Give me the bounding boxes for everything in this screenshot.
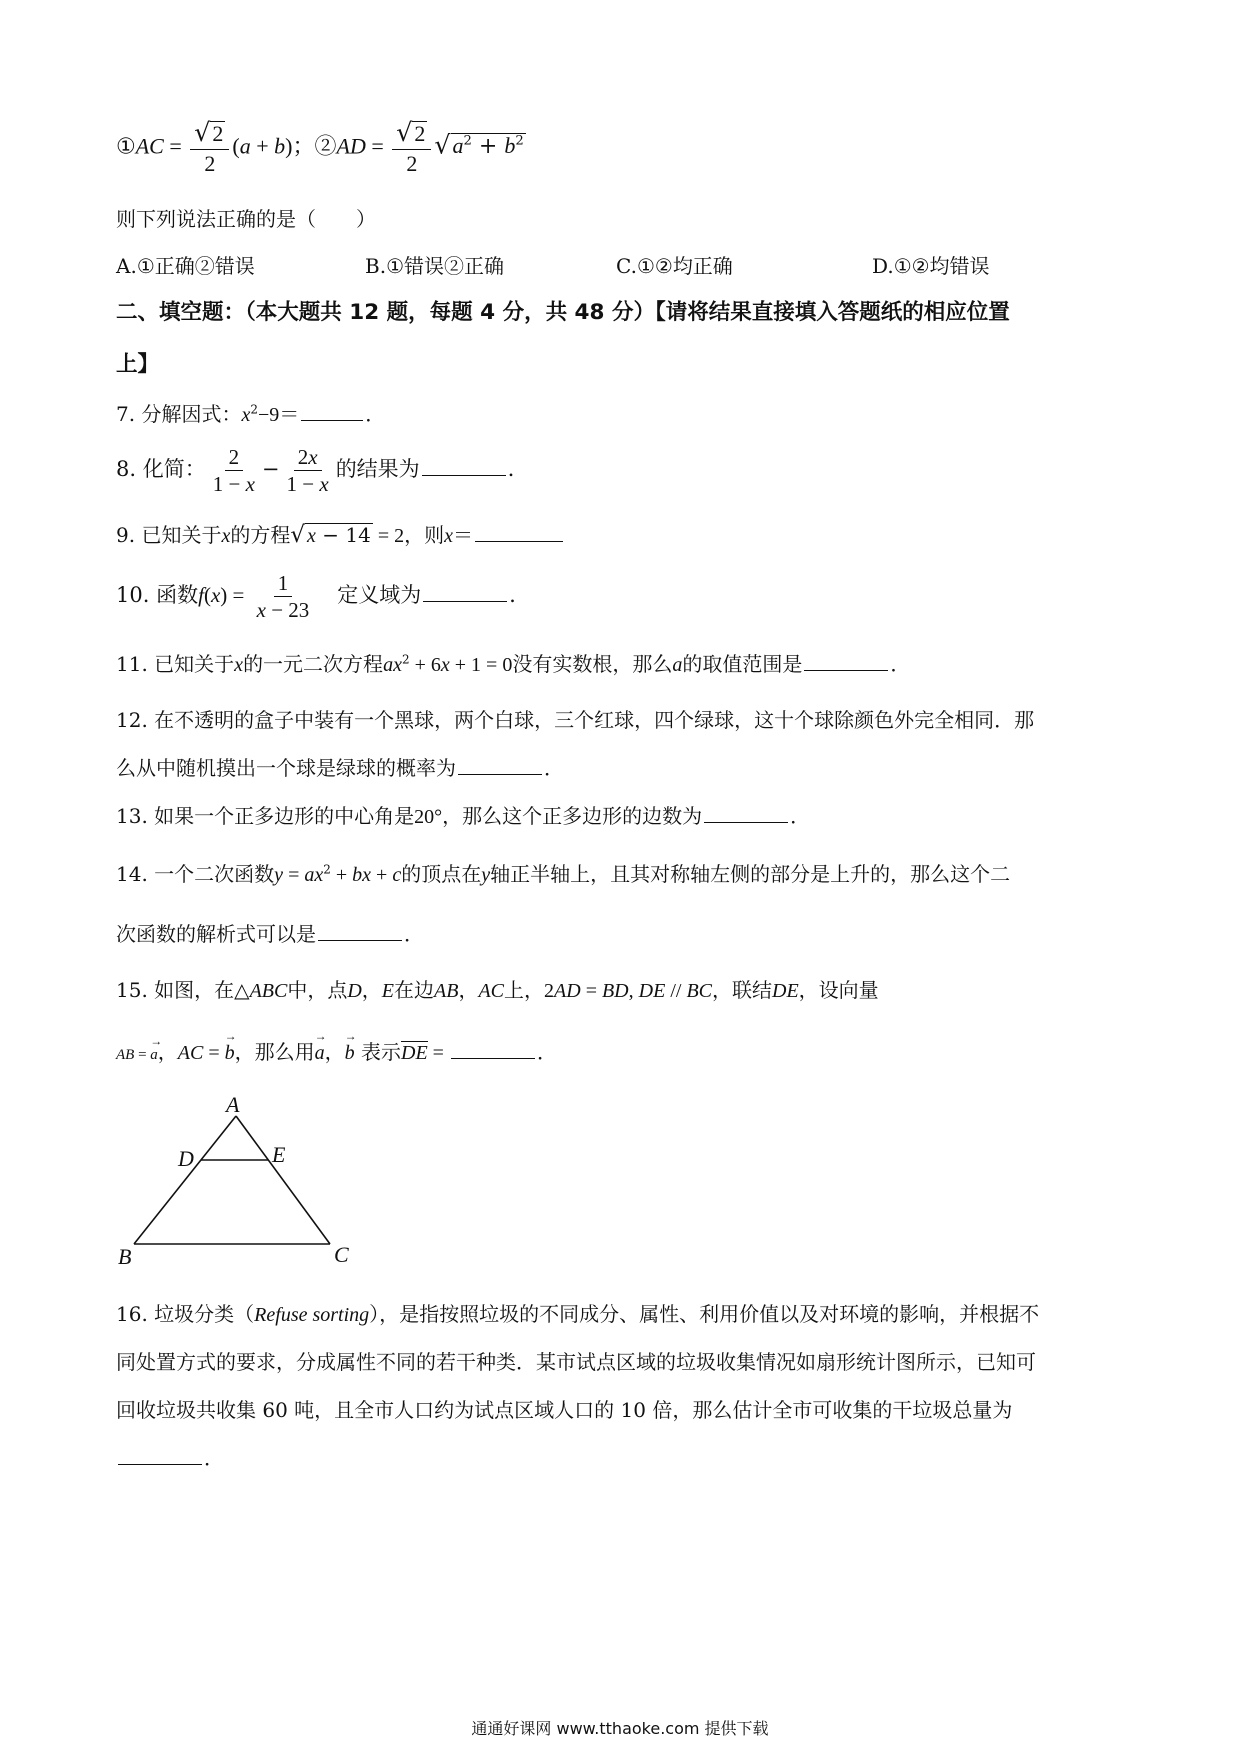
question-9: 9. 已知关于x的方程√ x − 14 = 2，则x＝ [116, 522, 565, 550]
question-16: 16. 垃圾分类（Refuse sorting），是指按照垃圾的不同成分、属性、利用价值以及对环境的影响，并根据不 [116, 1302, 1040, 1326]
label-e: E [272, 1142, 286, 1167]
question-14-cont: 次函数的解析式可以是 ． [116, 922, 424, 946]
question-16-line4: ． [116, 1446, 224, 1470]
question-10: 10. 函数f(x) = $\frac{1}{x - 23}$ 定义域为 ． [116, 571, 531, 623]
question-8: 8. 化简： $\frac{2}{1 - x}$ − $\frac{2x}{1 - x}$ 的结果为 ． [116, 445, 529, 497]
question-16-line2: 同处置方式的要求，分成属性不同的若干种类．某市试点区域的垃圾收集情况如扇形统计图所示，已知可 [116, 1350, 1036, 1374]
question-12-cont: 么从中随机摸出一个球是绿球的概率为 ． [116, 756, 564, 780]
label-b: B [118, 1244, 132, 1269]
question-15: 15. 如图，在△ABC中，点D，E在边AB，AC上，2AD = BD, DE // BC，联结DE，设向量 [116, 978, 879, 1002]
q6-options [116, 254, 1116, 280]
label-a: A [226, 1092, 240, 1117]
question-11: 11. 已知关于x的一元二次方程$ax^2 + 6x + 1 = 0$没有实数根，那么a的取值范围是 ． [116, 652, 911, 676]
question-7: 7. 分解因式：$x^2-9=$ ． [116, 402, 386, 426]
label-d: D [178, 1146, 194, 1171]
statement-2-mark: ；② [292, 134, 337, 160]
side-ac [236, 1116, 330, 1244]
section-heading: 二、填空题：（本大题共 12 题，每题 4 分，共 48 分）【请将结果直接填入答题纸的相应位置 [116, 300, 1010, 325]
q6-question-tail: 则下列说法正确的是（ ） [116, 207, 376, 231]
side-ab [134, 1116, 236, 1244]
question-16-line3: 回收垃圾共收集 60 吨，且全市人口约为试点区域人口的 10 倍，那么估计全市可收集的干垃圾总量为 [116, 1398, 1013, 1422]
label-c: C [334, 1242, 349, 1267]
question-14: 14. 一个二次函数$y = ax^2$ + bx + c的顶点在y轴正半轴上，且其对称轴左侧的部分是上升的，那么这个二 [116, 862, 1011, 886]
question-13: 13. 如果一个正多边形的中心角是20°，那么这个正多边形的边数为 ． [116, 804, 811, 828]
q6-statements: ①AC = $\frac{√2}{2}$ (a + b)；②AD = $\frac{√2}{2}$ $√a^2 + b^2$ [116, 118, 524, 176]
option-a: A.①正确②错误 [116, 254, 255, 278]
page-footer: 通通好课网 www.tthaoke.com 提供下载 [471, 1719, 769, 1738]
question-12: 12. 在不透明的盒子中装有一个黑球，两个白球，三个红球，四个绿球，这十个球除颜色外完全相同．那 [116, 708, 1035, 732]
triangle-figure [110, 1090, 370, 1280]
statement-1-mark: ① [116, 134, 136, 160]
option-c: C.①②均正确 [616, 254, 733, 278]
question-15-cont: AB = → a，AC = → b，那么用→ a，→ b 表示DE = ． [116, 1040, 557, 1065]
option-d: D.①②均错误 [872, 254, 990, 278]
option-b: B.①错误②正确 [365, 254, 504, 278]
section-heading-cont: 上】 [116, 352, 160, 377]
